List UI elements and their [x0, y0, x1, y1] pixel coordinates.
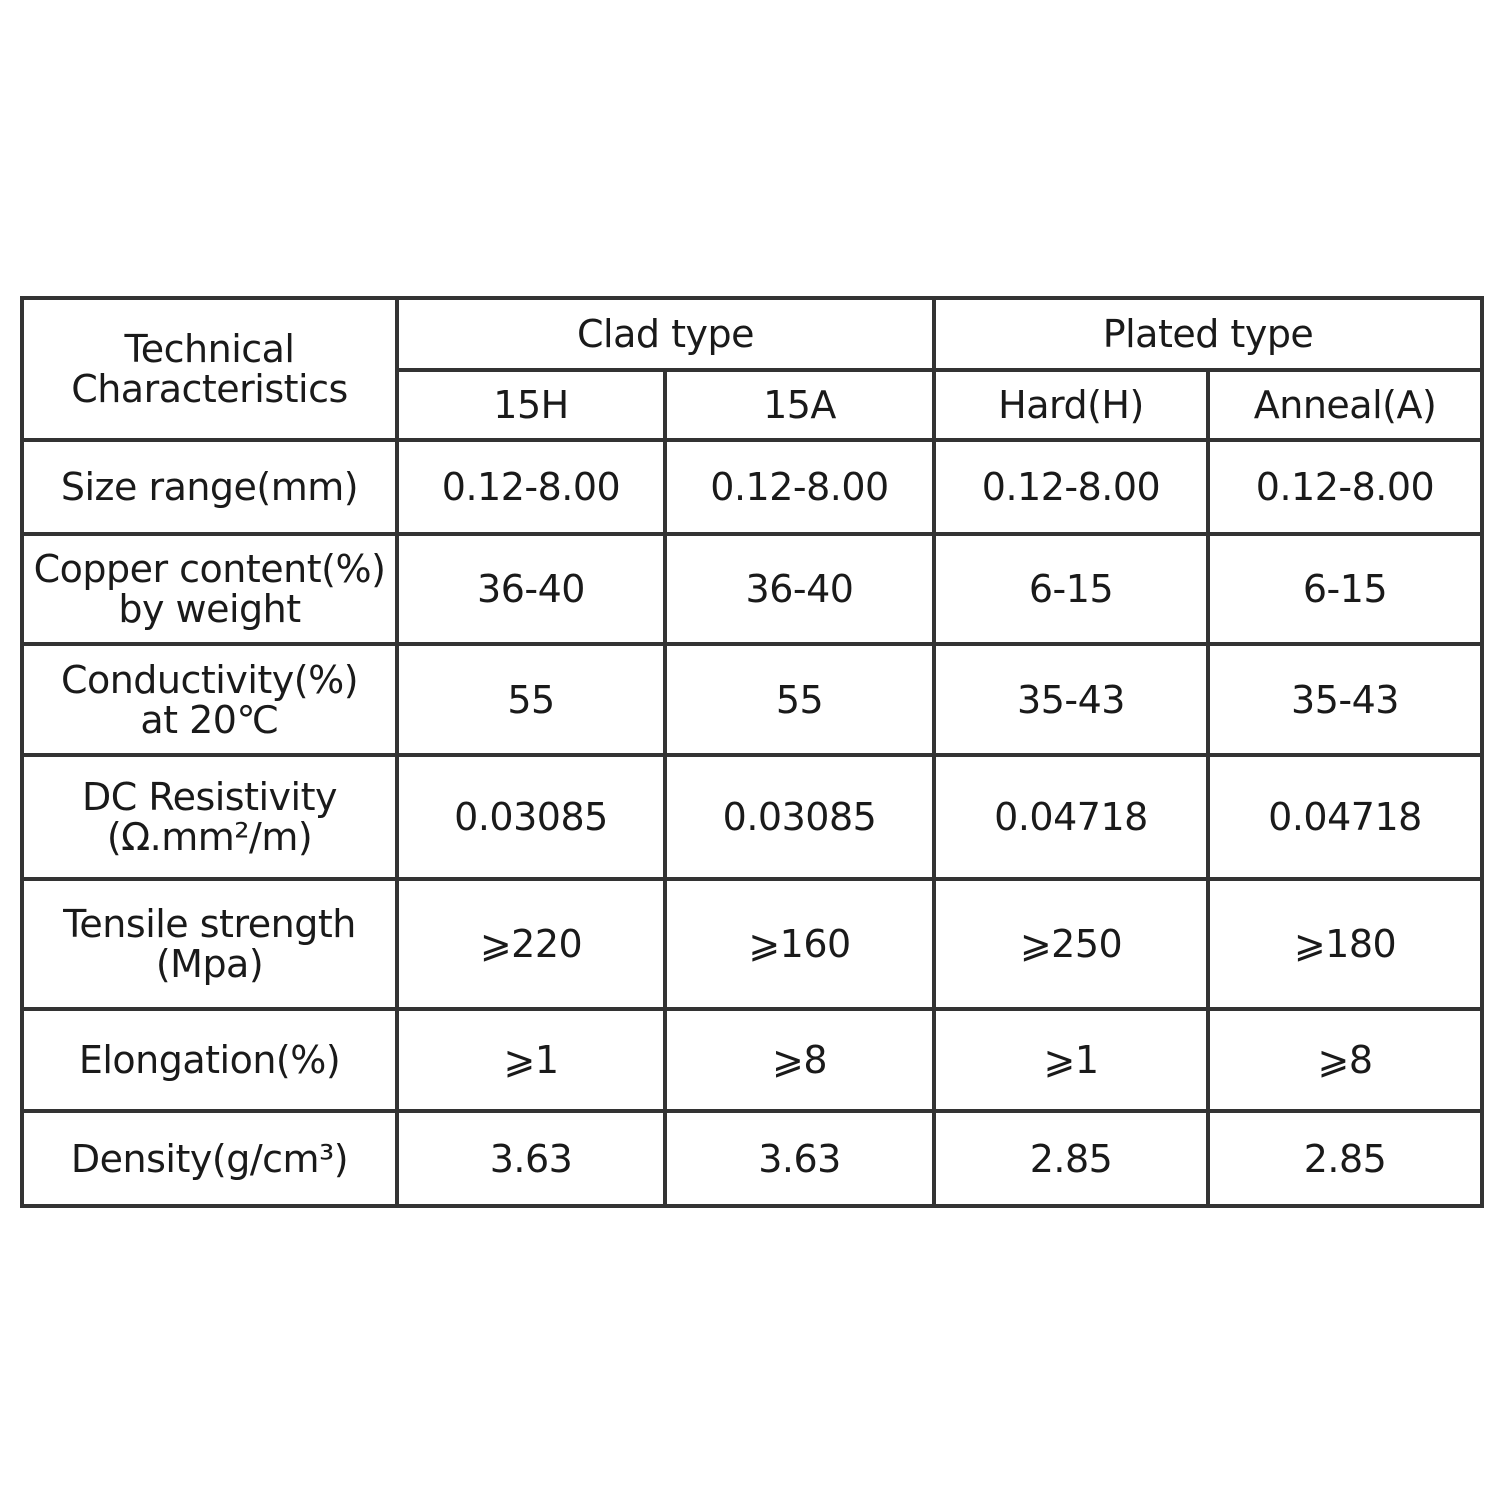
group-header-plated: Plated type: [934, 298, 1482, 370]
table-cell: ⩾180: [1208, 879, 1482, 1009]
row-label-line: by weight: [118, 587, 301, 631]
row-label-density: [22, 1111, 397, 1206]
spec-table: [20, 296, 1484, 1208]
table-row: [22, 440, 1482, 534]
table-row: [22, 1111, 1482, 1206]
row-label-line: Density(g/cm³): [70, 1136, 349, 1181]
row-label-copper-content: [22, 534, 397, 644]
table-cell: ⩾220: [397, 879, 665, 1009]
column-header-15h: 15H: [397, 370, 665, 440]
row-label-line: Size range(mm): [60, 465, 359, 509]
row-label-line: DC Resistivity: [82, 775, 337, 819]
table-cell: 35-43: [934, 644, 1208, 755]
table-cell: ⩾250: [934, 879, 1208, 1009]
table-row: [22, 534, 1482, 644]
row-label-size-range: [22, 440, 397, 534]
table-cell: 55: [665, 644, 934, 755]
table-cell: ⩾8: [1208, 1009, 1482, 1111]
table-cell: 55: [397, 644, 665, 755]
table-cell: 0.03085: [665, 755, 934, 879]
header-row-groups: [22, 298, 1482, 370]
column-header-hard: Hard(H): [934, 370, 1208, 440]
table-cell: 36-40: [665, 534, 934, 644]
row-label-line: (Ω.mm²/m): [106, 815, 313, 859]
group-header-clad: Clad type: [397, 298, 934, 370]
table-cell: ⩾1: [934, 1009, 1208, 1111]
corner-header: [22, 298, 397, 440]
row-label-line: Tensile strength: [63, 902, 356, 946]
table-cell: 35-43: [1208, 644, 1482, 755]
table-cell: 6-15: [1208, 534, 1482, 644]
table-row: [22, 644, 1482, 755]
row-label-conductivity: [22, 644, 397, 755]
table-cell: 0.04718: [1208, 755, 1482, 879]
row-label-line: Conductivity(%): [60, 657, 359, 702]
table-cell: 2.85: [934, 1111, 1208, 1206]
table-cell: 0.03085: [397, 755, 665, 879]
row-label-line: at 20℃: [140, 697, 279, 742]
corner-header-line-1: Technical: [124, 327, 295, 371]
table-cell: 36-40: [397, 534, 665, 644]
table-cell: 0.12-8.00: [1208, 440, 1482, 534]
table-row: [22, 755, 1482, 879]
row-label-elongation: [22, 1009, 397, 1111]
table-cell: 0.12-8.00: [397, 440, 665, 534]
table-cell: 0.04718: [934, 755, 1208, 879]
column-header-anneal: Anneal(A): [1208, 370, 1482, 440]
row-label-line: Copper content(%): [33, 547, 386, 591]
row-label-dc-resistivity: [22, 755, 397, 879]
column-header-15a: 15A: [665, 370, 934, 440]
table-cell: 0.12-8.00: [934, 440, 1208, 534]
table-row: [22, 1009, 1482, 1111]
table-cell: 2.85: [1208, 1111, 1482, 1206]
corner-header-line-2: Characteristics: [71, 367, 348, 411]
table-cell: ⩾1: [397, 1009, 665, 1111]
table-cell: 3.63: [665, 1111, 934, 1206]
row-label-tensile-strength: [22, 879, 397, 1009]
table-cell: 0.12-8.00: [665, 440, 934, 534]
table-cell: 3.63: [397, 1111, 665, 1206]
table-cell: 6-15: [934, 534, 1208, 644]
row-label-line: Elongation(%): [78, 1038, 341, 1082]
row-label-line: (Mpa): [155, 942, 264, 986]
table-cell: ⩾160: [665, 879, 934, 1009]
table-cell: ⩾8: [665, 1009, 934, 1111]
table-row: [22, 879, 1482, 1009]
